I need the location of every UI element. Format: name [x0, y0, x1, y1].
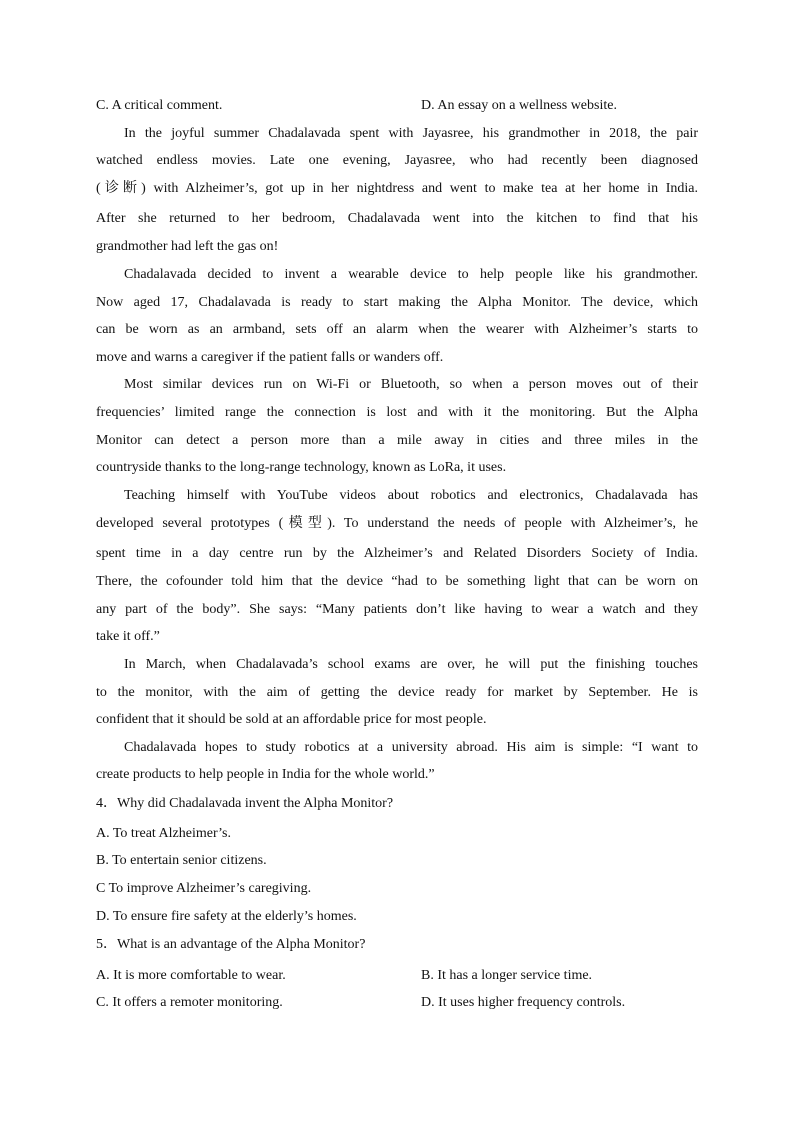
passage-line: (诊断) with Alzheimer’s, got up in her nightdress and went to make tea at her home in India. [96, 181, 698, 196]
passage-line: In the joyful summer Chadalavada spent with Jayasree, his grandmother in 2018, the pair [124, 126, 698, 141]
passage-line: create products to help people in India for the whole world.” [96, 767, 435, 782]
question-4-option-b[interactable]: B. To entertain senior citizens. [96, 853, 267, 868]
passage-line: After she returned to her bedroom, Chadalavada went into the kitchen to find that his [96, 211, 698, 226]
passage-line: spent time in a day centre run by the Alzheimer’s and Related Disorders Society of India. [96, 546, 698, 561]
passage-line: take it off.” [96, 629, 160, 644]
question-5-option-c[interactable]: C. It offers a remoter monitoring. [96, 995, 283, 1010]
passage-line: move and warns a caregiver if the patient falls or wanders off. [96, 350, 444, 365]
question-5-option-b[interactable]: B. It has a longer service time. [421, 968, 593, 983]
passage-line: frequencies’ limited range the connection is lost and with it the monitoring. But the Alpha [96, 405, 698, 420]
prev-option-c: C. A critical comment. [96, 98, 223, 113]
passage-line: to the monitor, with the aim of getting the device ready for market by September. He is [96, 685, 698, 700]
passage-line: can be worn as an armband, sets off an alarm when the wearer with Alzheimer’s starts to [96, 322, 698, 337]
passage-line: countryside thanks to the long-range technology, known as LoRa, it uses. [96, 460, 507, 475]
passage-line: watched endless movies. Late one evening, Jayasree, who had recently been diagnosed [96, 153, 698, 168]
passage-line: Now aged 17, Chadalavada is ready to start making the Alpha Monitor. The device, which [96, 295, 698, 310]
passage-line: any part of the body”. She says: “Many patients don’t like having to wear a watch and they [96, 602, 698, 617]
question-4-option-a[interactable]: A. To treat Alzheimer’s. [96, 826, 231, 841]
question-5-option-a[interactable]: A. It is more comfortable to wear. [96, 968, 286, 983]
passage-line: confident that it should be sold at an affordable price for most people. [96, 712, 487, 727]
passage-line: In March, when Chadalavada’s school exams are over, he will put the finishing touches [124, 657, 698, 672]
question-5-stem: 5．What is an advantage of the Alpha Monitor? [96, 937, 366, 952]
passage-line: developed several prototypes (模型). To understand the needs of people with Alzheimer’s, he [96, 516, 698, 531]
passage-line: grandmother had left the gas on! [96, 239, 279, 254]
passage-line: Chadalavada decided to invent a wearable device to help people like his grandmother. [124, 267, 698, 282]
passage-line: Most similar devices run on Wi-Fi or Bluetooth, so when a person moves out of their [124, 377, 698, 392]
passage-line: Monitor can detect a person more than a mile away in cities and three miles in the [96, 433, 698, 448]
passage-line: Chadalavada hopes to study robotics at a university abroad. His aim is simple: “I want to [124, 740, 698, 755]
passage-line: There, the cofounder told him that the device “had to be something light that can be worn on [96, 574, 698, 589]
question-4-stem: 4．Why did Chadalavada invent the Alpha Monitor? [96, 796, 394, 811]
passage-line: Teaching himself with YouTube videos about robotics and electronics, Chadalavada has [124, 488, 698, 503]
question-5-option-d[interactable]: D. It uses higher frequency controls. [421, 995, 626, 1010]
question-4-option-c[interactable]: C To improve Alzheimer’s caregiving. [96, 881, 312, 896]
prev-option-d: D. An essay on a wellness website. [421, 98, 617, 113]
question-4-option-d[interactable]: D. To ensure fire safety at the elderly’s homes. [96, 909, 357, 924]
